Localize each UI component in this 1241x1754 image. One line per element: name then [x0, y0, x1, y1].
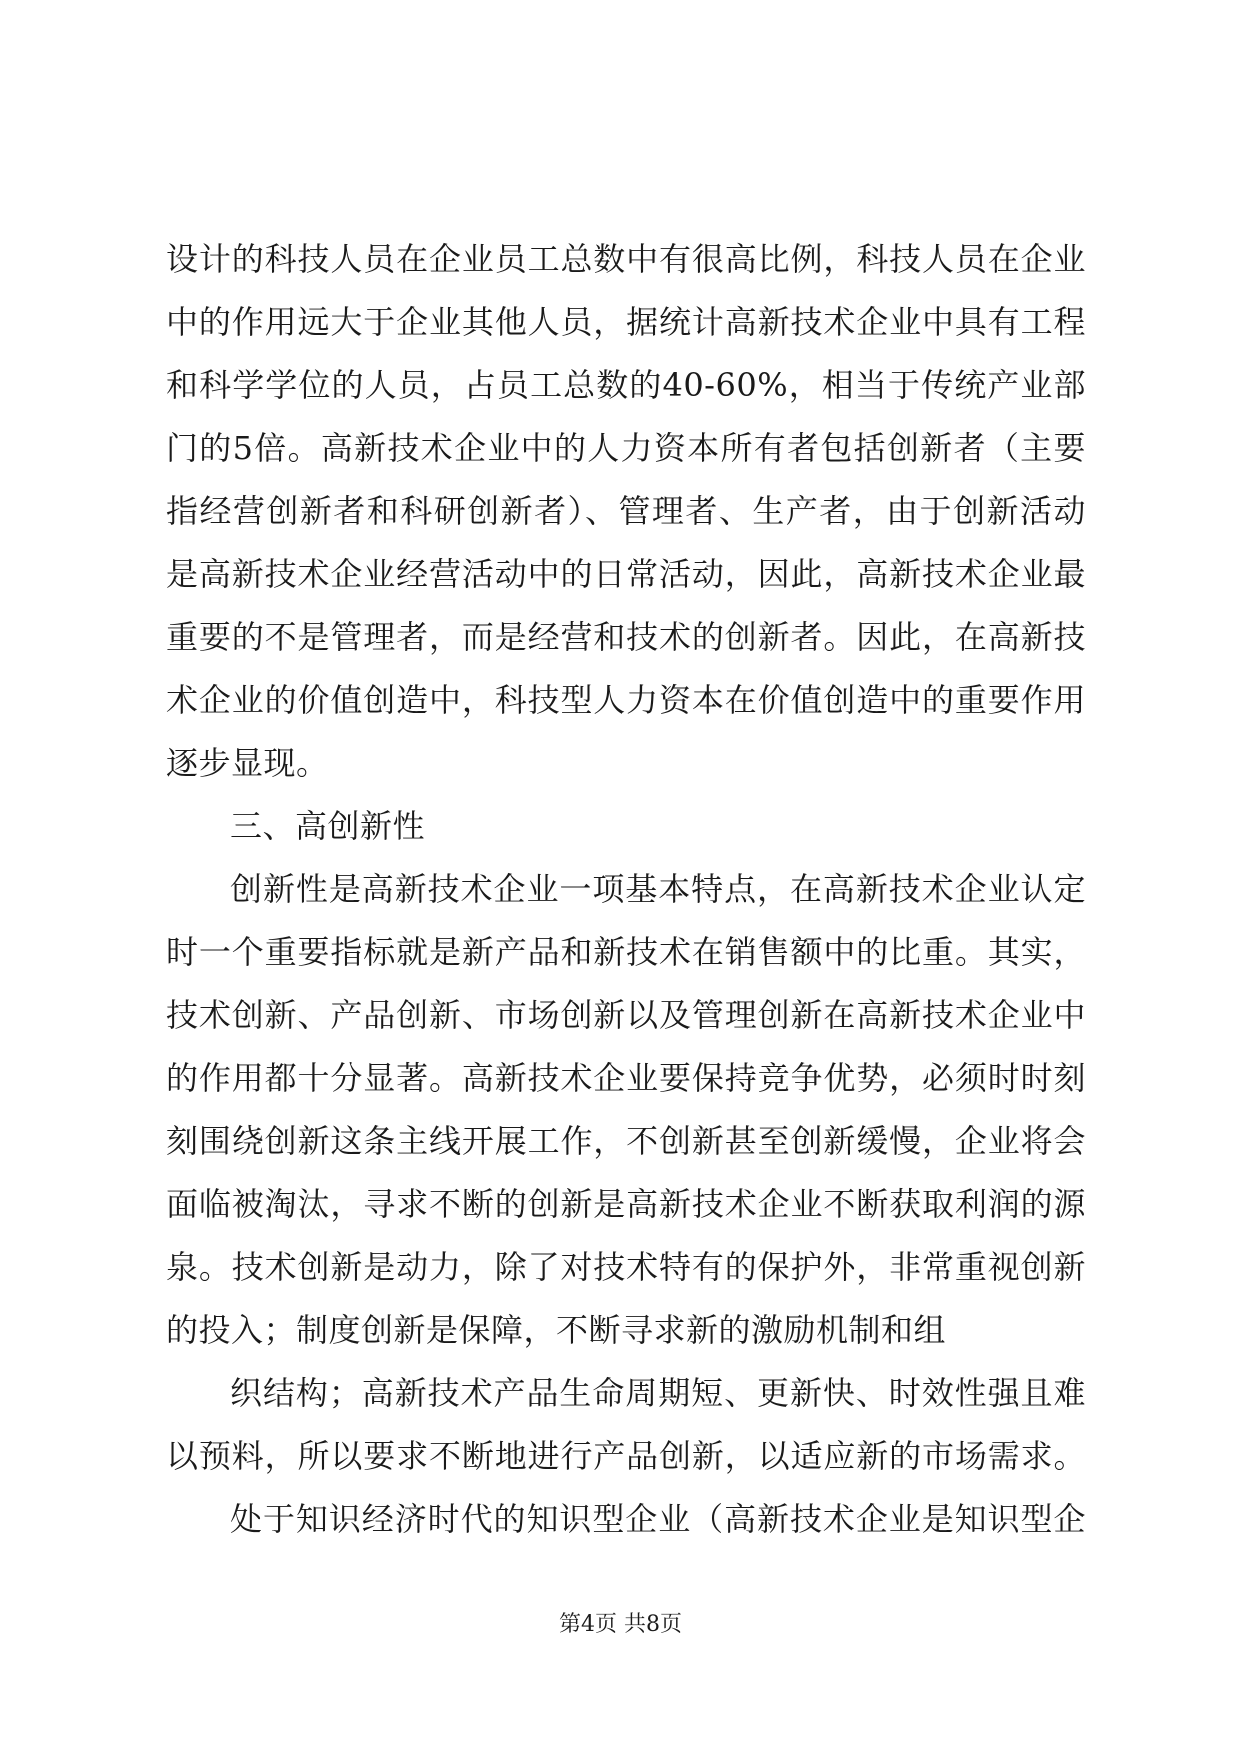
- text-line: 的作用都十分显著。高新技术企业要保持竞争优势，必须时时刻: [166, 1059, 1086, 1097]
- text-line: 是高新技术企业经营活动中的日常活动，因此，高新技术企业最: [166, 555, 1086, 593]
- text-line: 技术创新、产品创新、市场创新以及管理创新在高新技术企业中: [166, 996, 1086, 1034]
- text-line: 设计的科技人员在企业员工总数中有很高比例，科技人员在企业: [166, 240, 1086, 278]
- text-line: 和科学学位的人员，占员工总数的40-60%，相当于传统产业部: [166, 366, 1086, 404]
- page-number: 第4页 共8页: [559, 1612, 682, 1637]
- text-line: 的投入；制度创新是保障，不断寻求新的激励机制和组: [166, 1311, 947, 1349]
- text-line: 织结构；高新技术产品生命周期短、更新快、时效性强且难: [230, 1374, 1086, 1412]
- text-line: 以预料，所以要求不断地进行产品创新，以适应新的市场需求。: [166, 1437, 1086, 1475]
- section-heading: 三、高创新性: [230, 807, 426, 845]
- text-line: 处于知识经济时代的知识型企业（高新技术企业是知识型企: [230, 1500, 1086, 1538]
- text-line: 创新性是高新技术企业一项基本特点，在高新技术企业认定: [230, 870, 1086, 908]
- text-line: 指经营创新者和科研创新者）、管理者、生产者，由于创新活动: [166, 492, 1086, 530]
- document-body: [166, 228, 1086, 1551]
- text-line: 面临被淘汰，寻求不断的创新是高新技术企业不断获取利润的源: [166, 1185, 1086, 1223]
- text-line: 泉。技术创新是动力，除了对技术特有的保护外，非常重视创新: [166, 1248, 1086, 1286]
- text-line: 时一个重要指标就是新产品和新技术在销售额中的比重。其实，: [166, 933, 1086, 971]
- text-line: 逐步显现。: [166, 744, 329, 782]
- text-line: 门的5倍。高新技术企业中的人力资本所有者包括创新者（主要: [166, 429, 1086, 467]
- text-line: 术企业的价值创造中，科技型人力资本在价值创造中的重要作用: [166, 681, 1086, 719]
- text-line: 中的作用远大于企业其他人员，据统计高新技术企业中具有工程: [166, 303, 1086, 341]
- text-line: 重要的不是管理者，而是经营和技术的创新者。因此，在高新技: [166, 618, 1086, 656]
- text-line: 刻围绕创新这条主线开展工作，不创新甚至创新缓慢，企业将会: [166, 1122, 1086, 1160]
